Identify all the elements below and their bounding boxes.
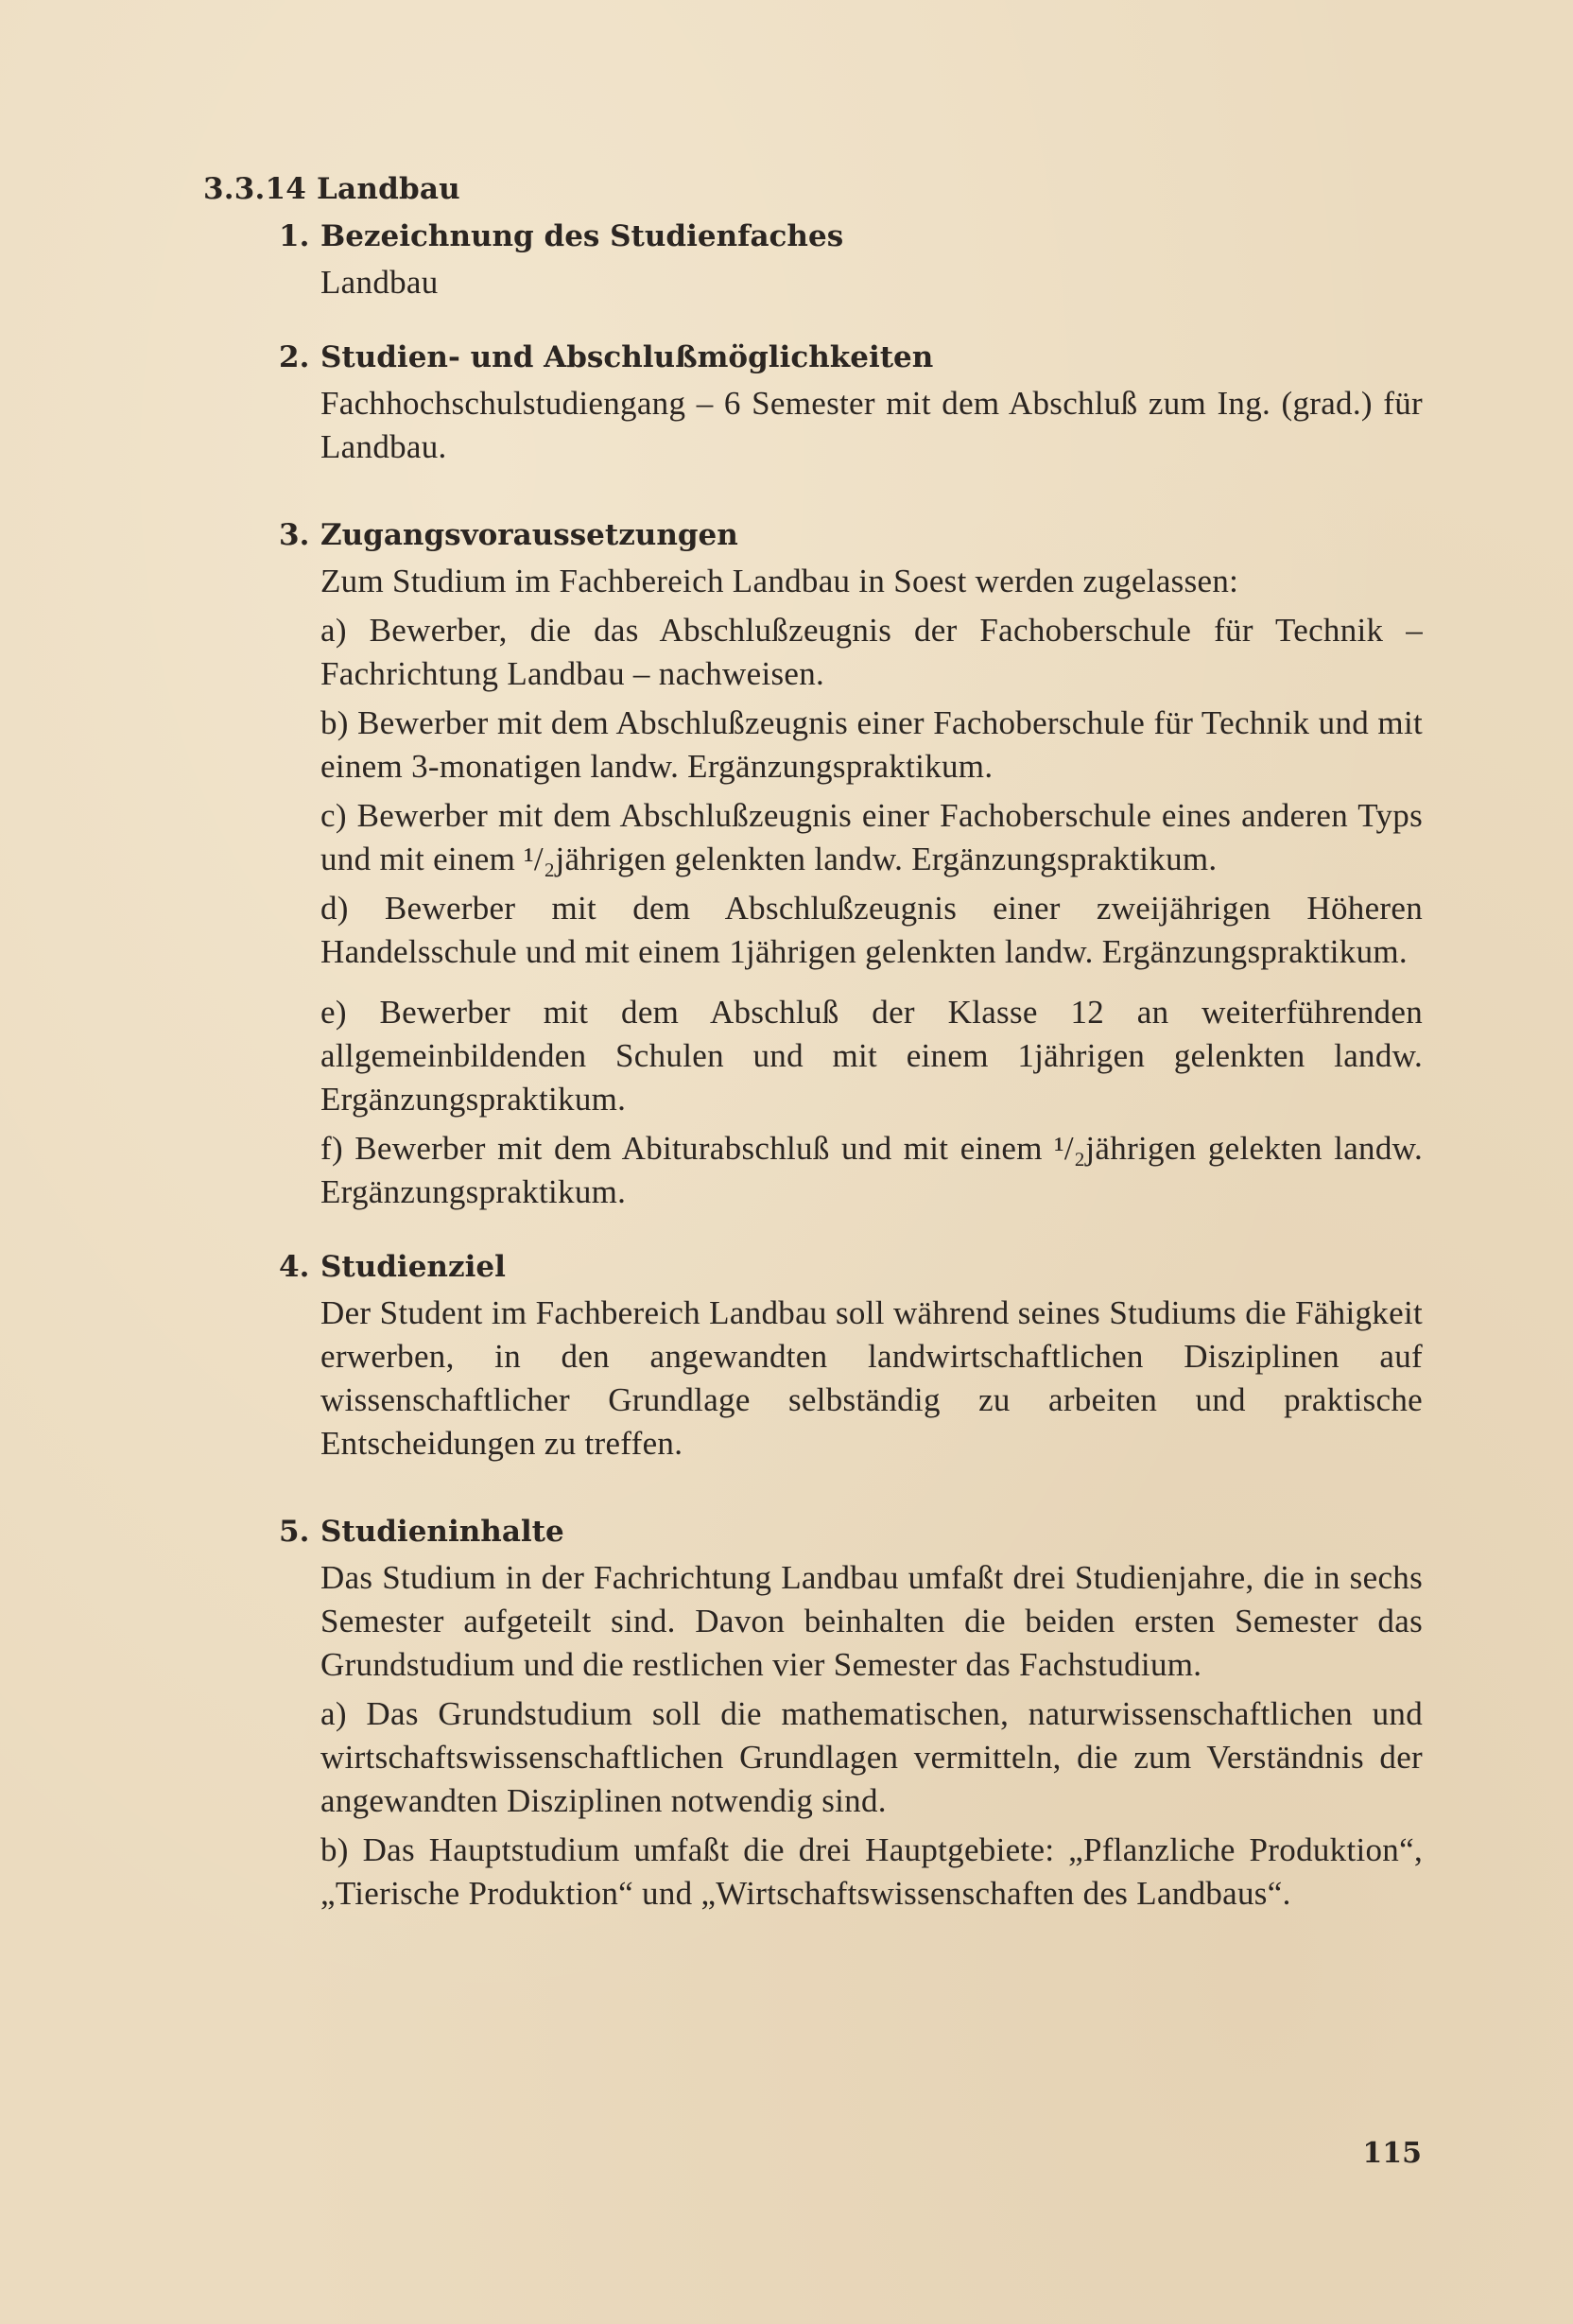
section-title: Bezeichnung des Studienfaches	[320, 219, 844, 253]
section-3	[203, 514, 1423, 1214]
paragraph: Fachhochschulstudiengang – 6 Semester mit dem Abschluß zum Ing. (grad.) für Landbau.	[320, 385, 1423, 465]
page-content	[203, 172, 1423, 1916]
section-title: Studienziel	[320, 1250, 506, 1284]
section-heading	[279, 514, 1423, 556]
list-item: a) Bewerber, die das Abschlußzeugnis der Fachoberschule für Technik – Fachrichtung Landbau – nachweisen.	[320, 612, 1423, 692]
section-heading	[279, 337, 1423, 378]
list-item: a) Das Grundstudium soll die mathematischen, naturwissenschaftlichen und wirtschaftswissenschaftlichen Grundlagen vermitteln, die zum Verständnis der angewandten Disziplinen notwendig sind.	[320, 1695, 1423, 1819]
section-5	[203, 1511, 1423, 1916]
page-number: 115	[1362, 2137, 1422, 2170]
section-number: 3.	[279, 518, 310, 552]
list-item: d) Bewerber mit dem Abschlußzeugnis einer zweijährigen Höheren Handelsschule und mit einem 1jährigen gelenkten landw. Ergänzungspraktikum.	[320, 890, 1423, 970]
list-item: c) Bewerber mit dem Abschlußzeugnis einer Fachoberschule eines anderen Typs und mit einem ¹/₂jährigen gelenkten landw. Ergänzungspraktikum.	[320, 797, 1423, 877]
section-heading	[279, 1246, 1423, 1288]
section-heading	[279, 1511, 1423, 1552]
section-heading	[279, 216, 1423, 257]
section-number: 1.	[279, 219, 310, 253]
section-number: 2.	[279, 340, 310, 374]
section-title: Studien- und Abschlußmöglichkeiten	[320, 340, 934, 374]
section-1	[203, 216, 1423, 304]
list-item: b) Bewerber mit dem Abschlußzeugnis einer Fachoberschule für Technik und mit einem 3-monatigen landw. Ergänzungspraktikum.	[320, 704, 1423, 785]
section-title: Studieninhalte	[320, 1515, 564, 1549]
section-2	[203, 337, 1423, 469]
chapter-heading: 3.3.14 Landbau	[203, 172, 460, 206]
list-item: f) Bewerber mit dem Abiturabschluß und mit einem ¹/₂jährigen gelekten landw. Ergänzungspraktikum.	[320, 1130, 1423, 1210]
list-item: b) Das Hauptstudium umfaßt die drei Hauptgebiete: „Pflanzliche Produktion“, „Tierische Produktion“ und „Wirtschaftswissenschaften des Landbaus“.	[320, 1831, 1423, 1912]
paragraph: Zum Studium im Fachbereich Landbau in Soest werden zugelassen:	[320, 563, 1239, 599]
section-number: 5.	[279, 1515, 310, 1549]
paragraph: Das Studium in der Fachrichtung Landbau umfaßt drei Studienjahre, die in sechs Semester aufgeteilt sind. Davon beinhalten die beiden ersten Semester das Grundstudium und die restlichen vier Semester das Fachstudium.	[320, 1559, 1423, 1683]
section-number: 4.	[279, 1250, 310, 1284]
paragraph: Der Student im Fachbereich Landbau soll während seines Studiums die Fähigkeit erwerben, in den angewandten landwirtschaftlichen Disziplinen auf wissenschaftlicher Grundlage selbständig zu arbeiten und praktische Entscheidungen zu treffen.	[320, 1294, 1423, 1462]
section-title: Zugangsvoraussetzungen	[320, 518, 738, 552]
paragraph: Landbau	[320, 264, 439, 301]
list-item: e) Bewerber mit dem Abschluß der Klasse 12 an weiterführenden allgemeinbildenden Schulen und mit einem 1jährigen gelenkten landw. Ergänzungspraktikum.	[320, 994, 1423, 1118]
section-4	[203, 1246, 1423, 1466]
